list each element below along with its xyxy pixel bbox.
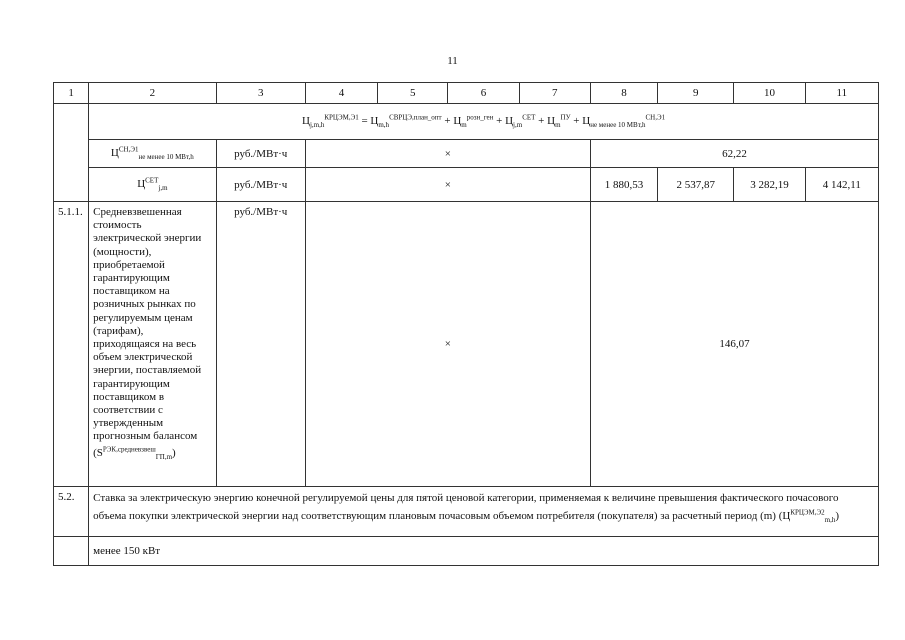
header-cell: 6: [448, 83, 519, 104]
set-value: 3 282,19: [734, 168, 805, 202]
header-cell: 2: [89, 83, 216, 104]
header-cell: 8: [590, 83, 657, 104]
page-number: 11: [447, 55, 458, 67]
set-label: $Ц^{СЕТ}_{j,m}$: [89, 168, 216, 202]
row-number-empty: [54, 104, 89, 202]
power-group-label: менее 150 кВт: [89, 537, 879, 566]
header-row: [54, 83, 879, 104]
sn-label: $Ц^{СН,Э1}_{не менее 10 МВт,h}$: [89, 140, 216, 168]
set-value: 1 880,53: [590, 168, 657, 202]
row-5-2-text: Ставка за электрическую энергию конечной регулируемой цены для пятой ценовой категории, применяемая к величине превышения фактического почасового объема покупки электрической энергии над соответствующим плановым почасовым объемом потребителя (покупателя) за расчетный период (m) $(Ц^{КРЦЭМ,Э2}_{m,h})$: [89, 487, 879, 537]
sn-cross: ×: [305, 140, 590, 168]
row-number: 5.2.: [54, 487, 89, 537]
sn-row: [54, 140, 879, 168]
row-number-empty: [54, 537, 89, 566]
sn-unit: руб./МВт·ч: [216, 140, 305, 168]
formula-cell: [89, 104, 879, 140]
sn-value: 62,22: [590, 140, 878, 168]
row-unit: руб./МВт·ч: [216, 202, 305, 487]
header-cell: 9: [658, 83, 734, 104]
header-cell: 3: [216, 83, 305, 104]
row-5-2: [54, 487, 879, 537]
header-cell: 1: [54, 83, 89, 104]
row-cross: ×: [305, 202, 590, 487]
row-value: 146,07: [590, 202, 878, 487]
row-5-1-1: [54, 202, 879, 487]
header-cell: 4: [305, 83, 377, 104]
row-number: 5.1.1.: [54, 202, 89, 487]
header-cell: 10: [734, 83, 805, 104]
header-cell: 7: [519, 83, 590, 104]
formula-row: [54, 104, 879, 140]
header-cell: 11: [805, 83, 878, 104]
row-description: Средневзвешенная стоимость электрической энергии (мощности), приобретаемой гарантирующим поставщиком на розничных рынках по регулируемым ценам (тарифам), приходящаяся на весь объем электрической энергии, поставляемой гарантирующим поставщиком в соответствии с утвержденным прогнозным балансом $(S^{РЭК,средневзвеш}_{ГП,m})$: [89, 202, 216, 487]
set-value: 2 537,87: [658, 168, 734, 202]
set-unit: руб./МВт·ч: [216, 168, 305, 202]
set-cross: ×: [305, 168, 590, 202]
row-power-group: [54, 537, 879, 566]
set-value: 4 142,11: [805, 168, 878, 202]
formula: $Ц_{j,m,h}^{КРЦЭМ,Э1} = Ц_{m,h}^{СВРЦЭ,план\_опт} + Ц_m^{розн\_ген} + Ц_{j,m}^{СЕТ} + Ц_m^{ПУ} + Ц_{не менее 10 МВт,h}^{СН,Э1}$: [302, 113, 666, 130]
tariff-table: [53, 82, 879, 566]
set-row: [54, 168, 879, 202]
header-cell: 5: [378, 83, 448, 104]
